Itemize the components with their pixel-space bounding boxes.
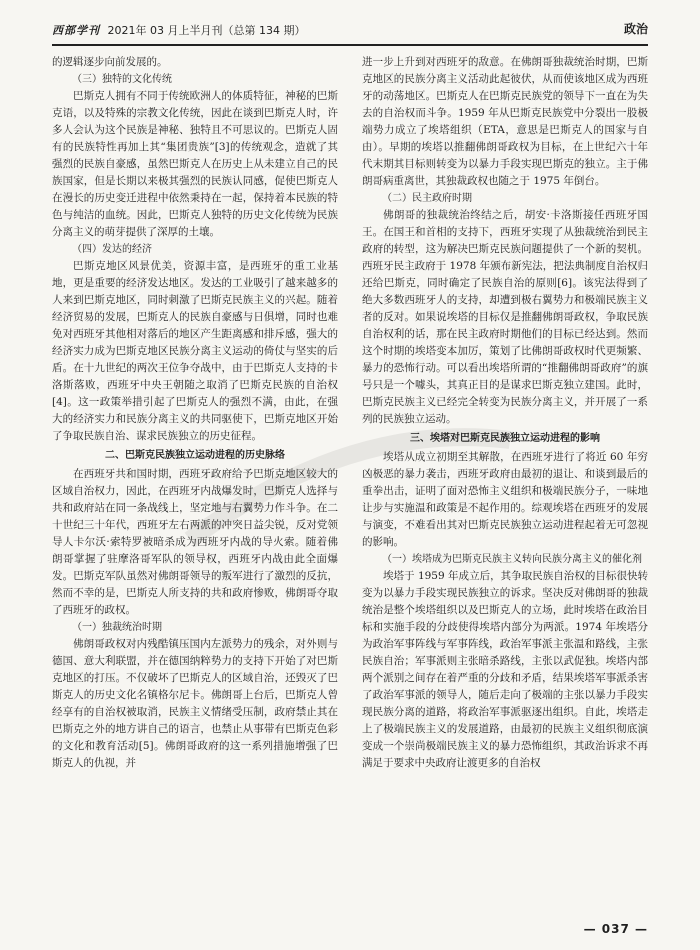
subsection-heading: （三）独特的文化传统 xyxy=(72,74,172,85)
issue-info: 2021年 03 月上半月刊（总第 134 期） xyxy=(107,24,306,37)
subsection-heading: （四）发达的经济 xyxy=(72,244,152,255)
journal-issue-line xyxy=(52,22,305,38)
paragraph: 埃塔从成立初期至其解散，在西班牙进行了将近 60 年穷凶极恶的暴力袭击，西班牙政府由最初的退让、和谈到最后的重拳出击，证明了面对恐怖主义组织和极端民族分子，一味地让步与实施温和政策是不起作用的。综观埃塔在西班牙的发展与演变，不难看出其对巴斯克民族独立运动进程起着无可忽视的影响。 xyxy=(362,451,648,548)
page-header xyxy=(52,20,648,42)
subsection-heading: （一）独裁统治时期 xyxy=(72,622,162,633)
header-rule xyxy=(52,44,648,46)
paragraph: 巴斯克人拥有不同于传统欧洲人的体质特征，神秘的巴斯克语，以及特殊的宗教文化传统，因此在谈到巴斯克人时，许多人会认为这个民族是神秘、独特且不可思议的。巴斯克人固有的民族特性再加上其“集团贵族”[3]的传统观念，造就了其强烈的民族自豪感，虽然巴斯克人在历史上从未建立自己的民族国家，但是长期以来极其强烈的民族认同感，促使巴斯克人在漫长的历史变迁进程中依然秉持在一起，保持着本民族的特色与纯洁的血统。因此，巴斯克人独特的历史文化传统为民族分离主义的萌芽提供了深厚的土壤。 xyxy=(52,90,338,238)
section-heading: 三、埃塔对巴斯克民族独立运动进程的影响 xyxy=(410,433,600,444)
subsection-heading: （二）民主政府时期 xyxy=(382,193,472,204)
journal-logo: 西部学刊 xyxy=(52,24,100,37)
paragraph: 在西班牙共和国时期，西班牙政府给予巴斯克地区较大的区域自治权力，因此，在西班牙内战爆发时，巴斯克人选择与共和政府站在同一条战线上，坚定地与右翼势力作斗争。在二十世纪三十年代，西班牙左右两派的冲突日益尖锐，反对党领导人卡尔沃·索特罗被暗杀成为西班牙内战的导火索。随着佛朗哥掌握了驻摩洛哥军队的领导权，西班牙内战由此全面爆发。巴斯克军队虽然对佛朗哥领导的叛军进行了激烈的反抗，然而不幸的是，巴斯克人所支持的共和政府惨败，佛朗哥夺取了西班牙的政权。 xyxy=(52,468,338,616)
section-heading: 二、巴斯克民族独立运动进程的历史脉络 xyxy=(105,450,285,461)
section-label: 政治 xyxy=(623,22,648,36)
paragraph: 进一步上升到对西班牙的敌意。在佛朗哥独裁统治时期，巴斯克地区的民族分离主义活动此起彼伏，从而使该地区成为西班牙的动荡地区。巴斯克人在巴斯克民族党的领导下一直在为失去的自治权而斗争。1959 年从巴斯克民族党中分裂出一股极端势力成立了埃塔组织（ETA，意思是巴斯克人的国家与自由）。早期的埃塔以推翻佛朗哥政权为目标，在上世纪六十年代末期其目标则转变为以暴力手段实现巴斯克的独立。主于佛朗哥病重离世，其独裁政权也随之于 1975 年倒台。 xyxy=(362,56,648,187)
paragraph: 佛朗哥的独裁统治终结之后，胡安·卡洛斯接任西班牙国王。在国王和首相的支持下，西班牙实现了从独裁统治到民主政府的转型，这为解决巴斯克民族问题提供了一个新的契机。西班牙民主政府于 1978 年颁布新宪法，把法典制度自治权归还给巴斯克，同时确定了民族自治的原则[6]。该宪法得到了绝大多数西班牙人的支持，却遭到极右翼势力和极端民族主义者的反对。如果说埃塔的目标仅是推翻佛朗哥政权，争取民族自治权利的话，那在民主政府时期他们的目标已经达到。然而这个时期的埃塔变本加厉，策划了比佛朗哥政权时代更频繁、暴力的恐怖行动。可以看出埃塔所谓的“推翻佛朗哥政府”的旗号只是一个噱头，其真正目的是谋求巴斯克独立建国。此时，巴斯克民族主义已经完全转变为民族分离主义，并开展了一系列的民族独立运动。 xyxy=(362,209,648,425)
left-column xyxy=(52,54,338,772)
paragraph: 佛朗哥政权对内残酷镇压国内左派势力的残余，对外则与德国、意大利联盟，并在德国纳粹势力的支持下开始了对巴斯克地区的打压。不仅破坏了巴斯克人的区域自治，还毁灭了巴斯克人的历史文化名镇格尔尼卡。佛朗哥上台后，巴斯克人曾经享有的自治权被取消，民族主义情绪受压制，政府禁止其在巴斯克之外的地方讲自己的语言，也禁止从事带有巴斯克色彩的文化和教育活动[5]。佛朗哥政府的这一系列措施增强了巴斯克人的仇视，并 xyxy=(52,638,338,769)
paragraph: 的逻辑逐步向前发展的。 xyxy=(52,56,168,68)
right-column xyxy=(362,54,648,772)
page-number: — 037 — xyxy=(583,922,648,936)
paragraph: 埃塔于 1959 年成立后，其争取民族自治权的目标很快转变为以暴力手段实现民族独立的诉求。坚决反对佛朗哥的独裁统治是整个埃塔组织以及巴斯克人的立场，此时埃塔在政治目标和实施手段的分歧使得埃塔内部分为两派。1974 年埃塔分为政治军事阵线与军事阵线，政治军事派主张温和路线，主张民族自治；军事派则主张暗杀路线，主张以武促独。埃塔内部两个派别之间存在着严重的分歧和矛盾，结果埃塔军事派杀害了政治军事派的领导人，随后走向了极端的主张以暴力手段实现民族分离的道路，将政治军事派驱逐出组织。自此，埃塔走上了极端民族主义的发展道路，由最初的民族主义组织彻底演变成一个崇尚极端民族主义的暴力恐怖组织，其政治诉求不再满足于要求中央政府让渡更多的自治权 xyxy=(362,570,648,769)
subsection-heading: （一）埃塔成为巴斯克民族主义转向民族分离主义的催化剂 xyxy=(382,554,642,565)
paragraph: 巴斯克地区风景优美，资源丰富，是西班牙的重工业基地，更是重要的经济发达地区。发达的工业吸引了越来越多的人来到巴斯克地区，同时刺激了巴斯克民族主义的兴起。随着经济贸易的发展，巴斯克人的民族自豪感与日俱增，同时也难免对西班牙其他相对落后的地区产生距离感和排斥感，强大的经济实力成为巴斯克地区民族分离主义运动的倚仗与坚实的后盾。在十九世纪的两次王位争夺战中，由于巴斯克人支持的卡洛斯落败，西班牙中央王朝随之取消了巴斯克民族的自治权[4]。这一政策举措引起了巴斯克人的强烈不满，由此，在强大的经济实力和民族分离主义的共同驱使下，巴斯克地区开始了争取民族自治、谋求民族独立的历史征程。 xyxy=(52,260,338,442)
